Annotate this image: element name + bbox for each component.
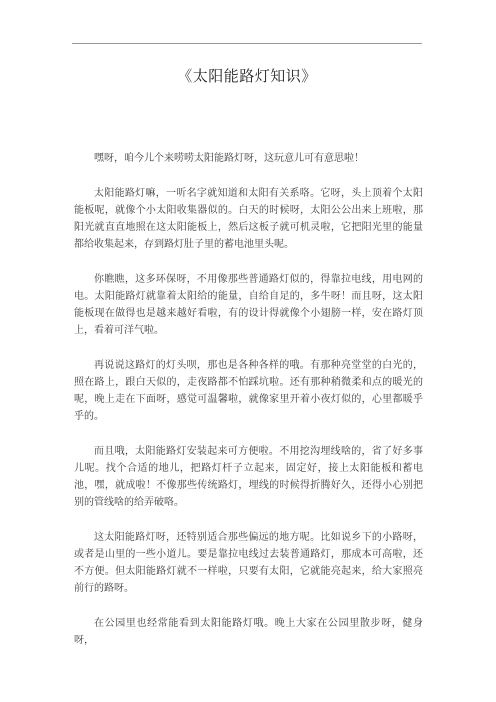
paragraph-2: 太阳能路灯嘛，一听名字就知道和太阳有关系咯。它呀，头上顶着个太阳能板呢，就像个小太阳收集器似的。白天的时候呀，太阳公公出来上班啦，那阳光就直直地照在这太阳能板上，然后这板子就可机灵啦，它把阳光里的能量都给收集起来，存到路灯肚子里的蓄电池里头呢。 (74, 188, 423, 250)
paragraph-3: 你瞧瞧，这多环保呀，不用像那些普通路灯似的，得靠拉电线，用电网的电。太阳能路灯就靠着太阳给的能量，自给自足的，多牛呀！而且呀，这太阳能板现在做得也是越来越好看啦，有的设计得就像个小翅膀一样，安在路灯顶上，看着可洋气啦。 (74, 274, 423, 336)
paragraph-5: 而且哦，太阳能路灯安装起来可方便啦。不用挖沟埋线啥的，省了好多事儿呢。找个合适的地儿，把路灯杆子立起来，固定好，接上太阳能板和蓄电池，嘿，就成啦！不像那些传统路灯，埋线的时候得折腾好久，还得小心别把别的管线啥的给弄破咯。 (74, 446, 423, 508)
paragraph-4: 再说说这路灯的灯头呗，那也是各种各样的哦。有那种亮堂堂的白光的，照在路上，跟白天似的，走夜路都不怕踩坑啦。还有那种稍微柔和点的暖光的呢，晚上走在下面呀，感觉可温馨啦，就像家里开着小夜灯似的，心里都暖乎乎的。 (74, 360, 423, 422)
header-rule (72, 43, 422, 44)
document-body (74, 150, 423, 667)
paragraph-1: 嘿呀，咱今儿个来唠唠太阳能路灯呀，这玩意儿可有意思啦！ (94, 153, 364, 164)
document-title: 《太阳能路灯知识》 (177, 67, 317, 85)
paragraph-6: 这太阳能路灯呀，还特别适合那些偏远的地方呢。比如说乡下的小路呀，或者是山里的一些小道儿。要是靠拉电线过去装普通路灯，那成本可高啦，还不方便。但太阳能路灯就不一样啦，只要有太阳，它就能亮起来，给大家照亮前行的路呀。 (74, 532, 423, 594)
paragraph-7: 在公园里也经常能看到太阳能路灯哦。晚上大家在公园里散步呀，健身呀， (74, 618, 423, 646)
